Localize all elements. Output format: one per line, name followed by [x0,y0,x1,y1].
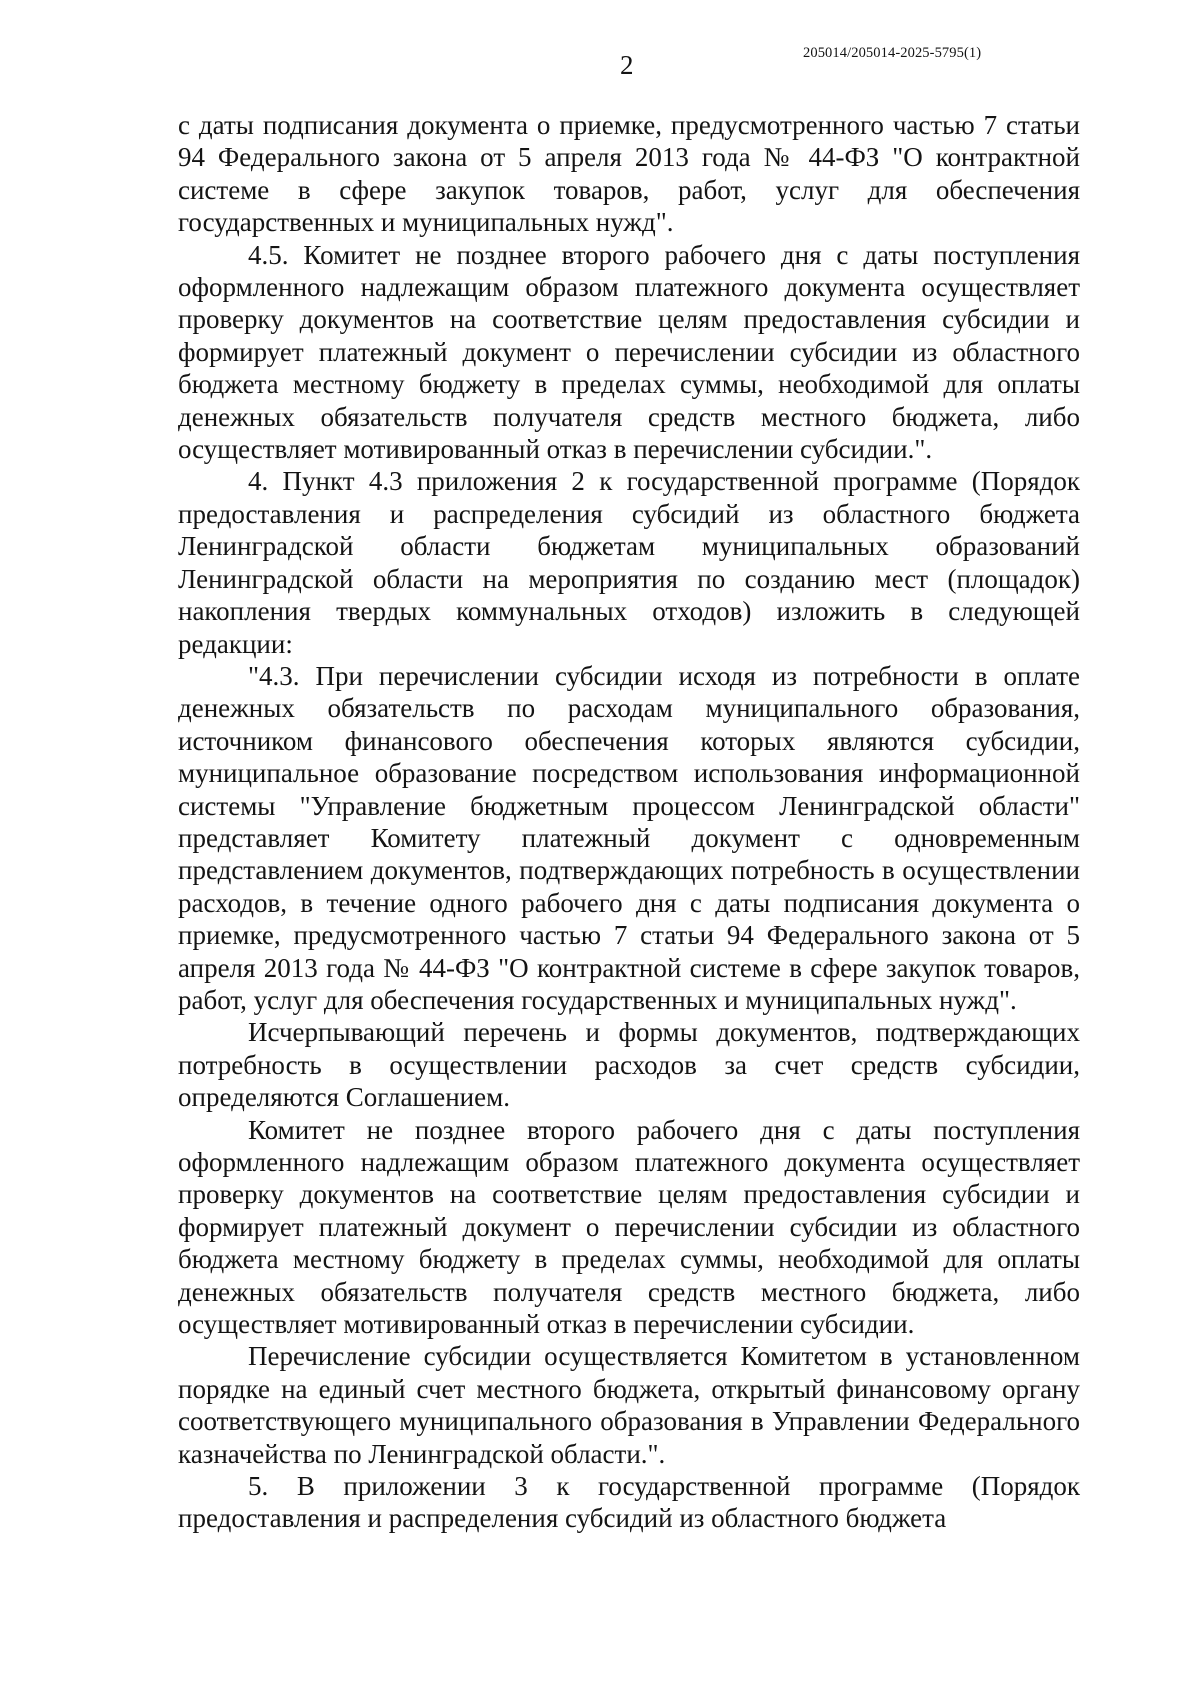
paragraph-5: Исчерпывающий перечень и формы документов, подтверждающих потребность в осуществлении расходов за счет средств субсидии, определяются Соглашением. [178,1017,1080,1113]
paragraph-7: Перечисление субсидии осуществляется Комитетом в установленном порядке на единый счет местного бюджета, открытый финансовому органу соответствующего муниципального образования в Управлении Федерального казначейства по Ленинградской области.". [178,1341,1080,1469]
document-body [178,109,1080,1535]
paragraph-2: 4.5. Комитет не позднее второго рабочего дня с даты поступления оформленного надлежащим образом платежного документа осуществляет проверку документов на соответствие целям предоставления субсидии и формирует платежный документ о перечислении субсидии из областного бюджета местному бюджету в пределах суммы, необходимой для оплаты денежных обязательств получателя средств местного бюджета, либо осуществляет мотивированный отказ в перечислении субсидии.". [178,239,1080,465]
document-id: 205014/205014-2025-5795(1) [803,45,982,61]
paragraph-6: Комитет не позднее второго рабочего дня с даты поступления оформленного надлежащим образом платежного документа осуществляет проверку документов на соответствие целям предоставления субсидии и формирует платежный документ о перечислении субсидии из областного бюджета местному бюджету в пределах суммы, необходимой для оплаты денежных обязательств получателя средств местного бюджета, либо осуществляет мотивированный отказ в перечислении субсидии. [178,1114,1080,1340]
page-number: 2 [620,50,634,80]
paragraph-3: 4. Пункт 4.3 приложения 2 к государственной программе (Порядок предоставления и распределения субсидий из областного бюджета Ленинградской области бюджетам муниципальных образований Ленинградской области на мероприятия по созданию мест (площадок) накопления твердых коммунальных отходов) изложить в следующей редакции: [178,466,1080,659]
paragraph-1: с даты подписания документа о приемке, предусмотренного частью 7 статьи 94 Федерального закона от 5 апреля 2013 года № 44-ФЗ "О контрактной системе в сфере закупок товаров, работ, услуг для обеспечения государственных и муниципальных нужд". [178,110,1080,238]
paragraph-8: 5. В приложении 3 к государственной программе (Порядок предоставления и распределения субсидий из областного бюджета [178,1471,1080,1534]
paragraph-4: "4.3. При перечислении субсидии исходя из потребности в оплате денежных обязательств по расходам муниципального образования, источником финансового обеспечения которых являются субсидии, муниципальное образование посредством использования информационной системы "Управление бюджетным процессом Ленинградской области" представляет Комитету платежный документ с одновременным представлением документов, подтверждающих потребность в осуществлении расходов, в течение одного рабочего дня с даты подписания документа о приемке, предусмотренного частью 7 статьи 94 Федерального закона от 5 апреля 2013 года № 44-ФЗ "О контрактной системе в сфере закупок товаров, работ, услуг для обеспечения государственных и муниципальных нужд". [178,660,1080,1015]
